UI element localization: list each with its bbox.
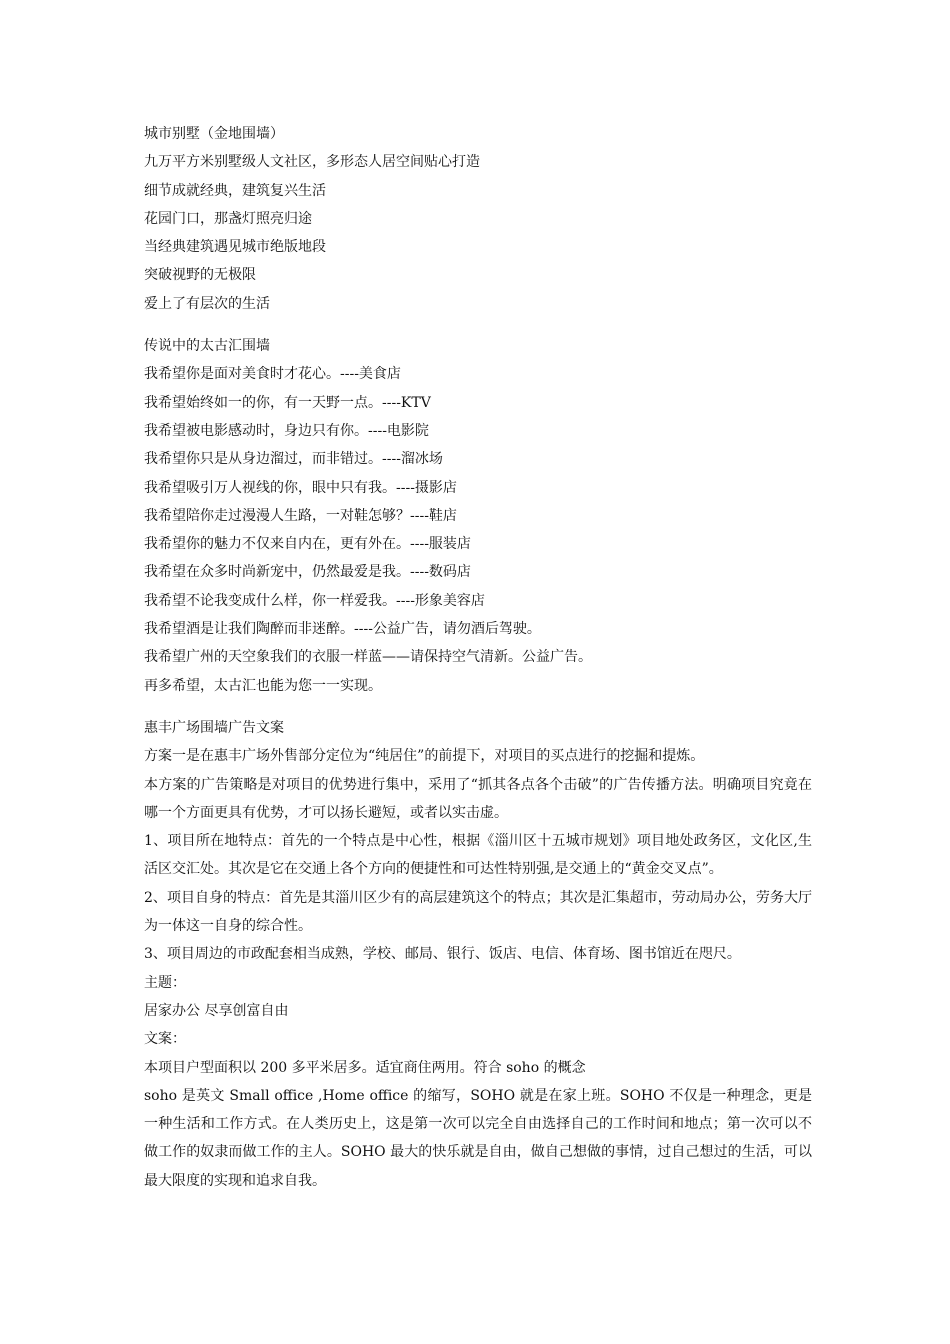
paragraph: 方案一是在惠丰广场外售部分定位为“纯居住”的前提下，对项目的买点进行的挖掘和提炼。 <box>144 748 705 765</box>
paragraph: 本方案的广告策略是对项目的优势进行集中，采用了“抓其各点各个击破”的广告传播方法。明确项目究竟在哪一个方面更具有优势，才可以扬长避短，或者以实击虚。 <box>144 776 812 821</box>
text-line: 我希望你是面对美食时才花心。----美食店 <box>144 366 401 383</box>
section-huifeng-plaza <box>144 714 812 1195</box>
paragraph: 2、项目自身的特点：首先是其淄川区少有的高层建筑这个的特点；其次是汇集超市，劳动局办公，劳务大厅为一体这一自身的综合性。 <box>144 889 812 935</box>
text-line: 我希望你只是从身边溜过，而非错过。----溜冰场 <box>144 451 443 468</box>
text-line: 细节成就经典，建筑复兴生活 <box>144 182 326 199</box>
section-taikoo-hui <box>144 332 812 700</box>
text-line: 爱上了有层次的生活 <box>144 295 270 312</box>
text-line: 我希望你的魅力不仅来自内在，更有外在。----服装店 <box>144 536 471 553</box>
text-line: 我希望在众多时尚新宠中，仍然最爱是我。----数码店 <box>144 564 471 581</box>
section-title: 传说中的太古汇围墙 <box>144 338 270 355</box>
text-line: 花园门口，那盏灯照亮归途 <box>144 210 312 227</box>
section-title: 惠丰广场围墙广告文案 <box>144 719 284 736</box>
paragraph: 3、项目周边的市政配套相当成熟，学校、邮局、银行、饭店、电信、体育场、图书馆近在咫尺。 <box>144 946 741 963</box>
text-line: 我希望吸引万人视线的你，眼中只有我。----摄影店 <box>144 479 457 496</box>
text-line: 当经典建筑遇见城市绝版地段 <box>144 239 326 256</box>
text-line: 九万平方米别墅级人文社区，多形态人居空间贴心打造 <box>144 154 480 171</box>
paragraph: 居家办公 尽享创富自由 <box>144 1002 289 1019</box>
paragraph: 文案： <box>144 1031 186 1048</box>
document-page <box>144 120 812 1209</box>
paragraph: 1、项目所在地特点：首先的一个特点是中心性，根据《淄川区十五城市规划》项目地处政务区，文化区,生活区交汇处。其次是它在交通上各个方向的便捷性和可达性特别强,是交通上的“黄金交叉点”。 <box>144 833 812 878</box>
text-line: 突破视野的无极限 <box>144 267 256 284</box>
text-line: 我希望陪你走过漫漫人生路，一对鞋怎够？----鞋店 <box>144 507 457 524</box>
paragraph: soho 是英文 Small office ,Home office 的缩写，SOHO 就是在家上班。SOHO 不仅是一种理念，更是一种生活和工作方式。在人类历史上，这是第一次可以完全自由选择自己的工作时间和地点；第一次可以不做工作的奴隶而做工作的主人。SOHO 最大的快乐就是自由，做自己想做的事情，过自己想过的生活，可以最大限度的实现和追求自我。 <box>144 1087 812 1189</box>
section-city-villa <box>144 120 812 318</box>
text-line: 我希望始终如一的你，有一天野一点。----KTV <box>144 394 431 411</box>
section-title: 城市别墅（金地围墙） <box>144 126 284 142</box>
text-line: 再多希望，太古汇也能为您一一实现。 <box>144 677 382 694</box>
text-line: 我希望不论我变成什么样，你一样爱我。----形象美容店 <box>144 592 485 609</box>
paragraph: 本项目户型面积以 200 多平米居多。适宜商住两用。符合 soho 的概念 <box>144 1059 586 1076</box>
paragraph: 主题： <box>144 974 186 991</box>
text-line: 我希望酒是让我们陶醉而非迷醉。----公益广告，请勿酒后驾驶。 <box>144 621 541 638</box>
text-line: 我希望广州的天空象我们的衣服一样蓝——请保持空气清新。公益广告。 <box>144 649 592 666</box>
text-line: 我希望被电影感动时，身边只有你。----电影院 <box>144 422 429 439</box>
